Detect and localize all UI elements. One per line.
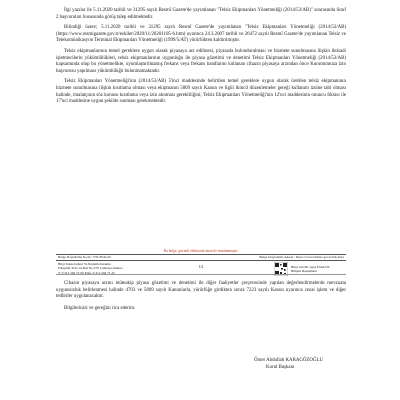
- signature-block: [254, 358, 344, 371]
- institution-address: Eskişehir Yolu 10.Km No:276 Çankaya/Ankara: [58, 266, 123, 271]
- paragraph-6: Bilgilerinizi ve gereğini rica ederim.: [64, 305, 136, 311]
- e-signature-warning: Bu belge, güvenli elektronik imza ile imzalanmıştır.: [163, 249, 239, 253]
- verification-address[interactable]: Belge Doğrulama Adresi : https://www.turkiye.gov.tr/btk-ebys: [259, 255, 344, 259]
- info-role: Bilişim Başuzmanı: [291, 269, 317, 273]
- paragraph-4: Telsiz Ekipmanları Yönetmeliği'nin (2014/53/AB) 5'inci maddesinde belirtilen temel gereklere uygun olarak üretilen telsiz ekipmanının hizmete sunulmasına ilişkin kısıtlama olması veya ekipmanın 5809 sayılı Kanun ve ilgili ikincil düzenlemeler gereği kullanım iznine tabi olması halinde, imalatçının söz konusu kısıtlama veya izin alınması gerekliliğini; Telsiz Ekipmanları Yönetmeliği'nin 12'nci maddesinin onuncu fıkrası ile 17'nci maddesine uygun şekilde sunması gerekmektedir.: [56, 79, 346, 105]
- page-separator: [56, 274, 346, 275]
- signatory-name: Ömer Abdullah KARAGÖZOĞLU: [254, 358, 324, 363]
- paragraph-5: Cihazın piyasaya arzını müteakip piyasa gözetimi ve denetimi ile diğer faaliyetler çerçevesinde yapılan değerlendirmelerde mevzuata uygunsuzluk belirlenmesi halinde 4703 ve 5809 sayılı Kanunlarla, yürürlüğe girdikten sonra 7223 sayılı Kanun uyarınca cezai işlem ve diğer tedbirler uygulanacaktır.: [56, 281, 346, 300]
- page-1-body: [56, 8, 346, 110]
- page-1-footer: [56, 249, 346, 276]
- page-2-body: [56, 281, 346, 317]
- paragraph-1: İlgi yazılar ile 5.11.2020 tarihli ve 31295 sayılı Resmî Gazete'de yayımlanan "Telsiz Ekipmanları Yönetmeliği (2014/53/AB)" sonrasında Sınıf 2 başvuruları hususunda görüş talep edilmektedir.: [56, 8, 346, 20]
- signatory-title: Kurul Başkanı: [266, 364, 295, 370]
- paragraph-2: Bilindiği üzere; 5.11.2020 tarihli ve 31295 sayılı Resmî Gazete'de yayımlanan "Telsiz Ekipmanları Yönetmeliği (2014/53/AB) (https://www.resmigazete.gov.tr/eskiler/2020/11/20201105-6.htm) uyarınca 24.3.2007 tarihli ve 26472 sayılı Resmî Gazete'de yayımlanan Telsiz ve Telekomünikasyon Terminal Ekipmanları Yönetmeliği (1999/5/AT) yürürlükten kaldırılmıştır.: [56, 25, 346, 44]
- institution-phone: T: 0 312 294 72 00 Faks: 0 312 294 71 45: [58, 270, 115, 275]
- institution-name: Bilgi Teknolojileri Ve İletişim Kurumu: [58, 262, 111, 266]
- page-number: 1/2: [198, 265, 204, 269]
- info-person: Bilgi için:Dr. Ayşe İNALÖZ: [291, 264, 330, 269]
- verification-code: Belge Doğrulama Kodu : VSUIYAGW: [58, 255, 112, 259]
- paragraph-3: Telsiz ekipmanlarının temel gereklere uygun olarak piyasaya arz edilmesi, piyasada bulundurulması ve hizmete sunulmasına ilişkin iktisadi işletmecilerin yükümlülükleri, telsiz ekipmanlarının uygunluğu ile piyasa gözetimi ve denetimi Telsiz Ekipmanları Yönetmeliği (2014/53/AB) kapsamında olup bu yönetmelikte, uyumlaştırılmamış frekans veya frekans bandlarını kullanan cihazın piyasaya arzından önce Kurumumuza izin başvurusu yapılması yükümlülüğü bulunmamaktadır.: [56, 48, 346, 74]
